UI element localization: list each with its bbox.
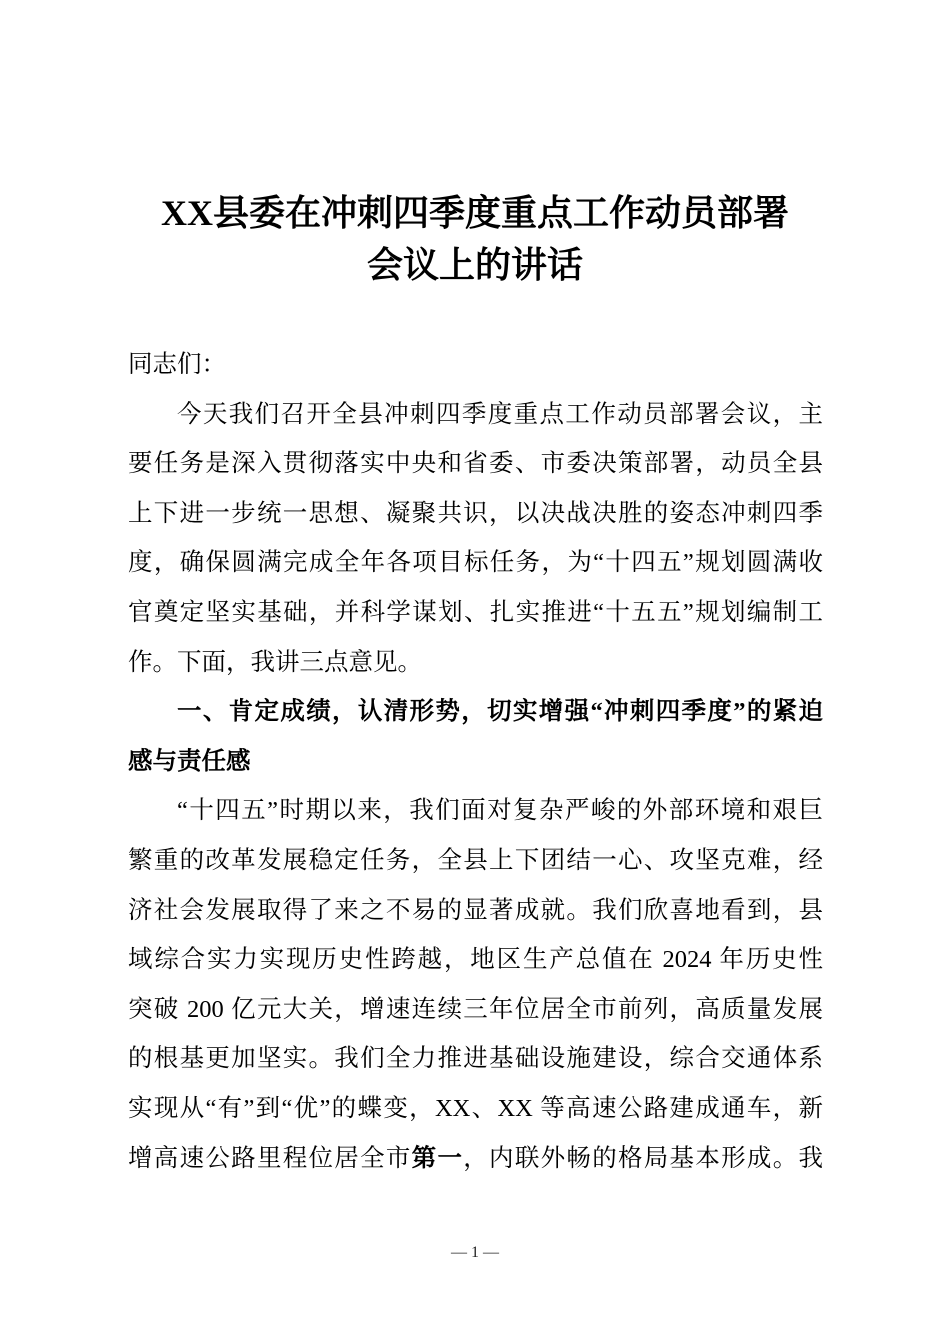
page-number: — 1 —	[451, 1244, 499, 1261]
document-title-line-2: 会议上的讲话	[366, 245, 583, 285]
paragraph-line: 的根基更加坚实。我们全力推进基础设施建设，综合交通体系	[128, 1045, 823, 1073]
salutation: 同志们：	[128, 351, 226, 378]
paragraph-line: 济社会发展取得了来之不易的显著成就。我们欣喜地看到，县	[128, 896, 823, 924]
paragraph-line: “十四五”时期以来，我们面对复杂严峻的外部环境和艰巨	[177, 797, 823, 825]
paragraph-line: 作。下面，我讲三点意见。	[128, 648, 422, 676]
paragraph-line: 官奠定坚实基础，并科学谋划、扎实推进“十五五”规划编制工	[128, 598, 823, 626]
text-segment: 增高速公路里程位居全市	[128, 1144, 412, 1172]
paragraph-line	[128, 1134, 823, 1184]
section-heading-line: 感与责任感	[128, 747, 251, 775]
paragraph-line: 上下进一步统一思想、凝聚共识，以决战决胜的姿态冲刺四季	[128, 499, 823, 527]
bold-text-segment: 第一	[411, 1144, 464, 1172]
section-heading-line: 一、肯定成绩，认清形势，切实增强“冲刺四季度”的紧迫	[177, 698, 823, 726]
text-segment: ，内联外畅的格局基本形成。我	[463, 1144, 823, 1172]
paragraph-line: 今天我们召开全县冲刺四季度重点工作动员部署会议，主	[177, 400, 823, 428]
paragraph-line: 突破 200 亿元大关，增速连续三年位居全市前列，高质量发展	[128, 995, 823, 1023]
document-title-line-1: XX县委在冲刺四季度重点工作动员部署	[161, 193, 789, 233]
paragraph-line: 繁重的改革发展稳定任务，全县上下团结一心、攻坚克难，经	[128, 846, 823, 874]
paragraph-line: 实现从“有”到“优”的蝶变，XX、XX 等高速公路建成通车，新	[128, 1094, 823, 1122]
paragraph-line: 度，确保圆满完成全年各项目标任务，为“十四五”规划圆满收	[128, 549, 823, 577]
paragraph-line: 域综合实力实现历史性跨越，地区生产总值在 2024 年历史性	[128, 946, 823, 974]
paragraph-line: 要任务是深入贯彻落实中央和省委、市委决策部署，动员全县	[128, 450, 823, 478]
document-body	[128, 340, 823, 1183]
